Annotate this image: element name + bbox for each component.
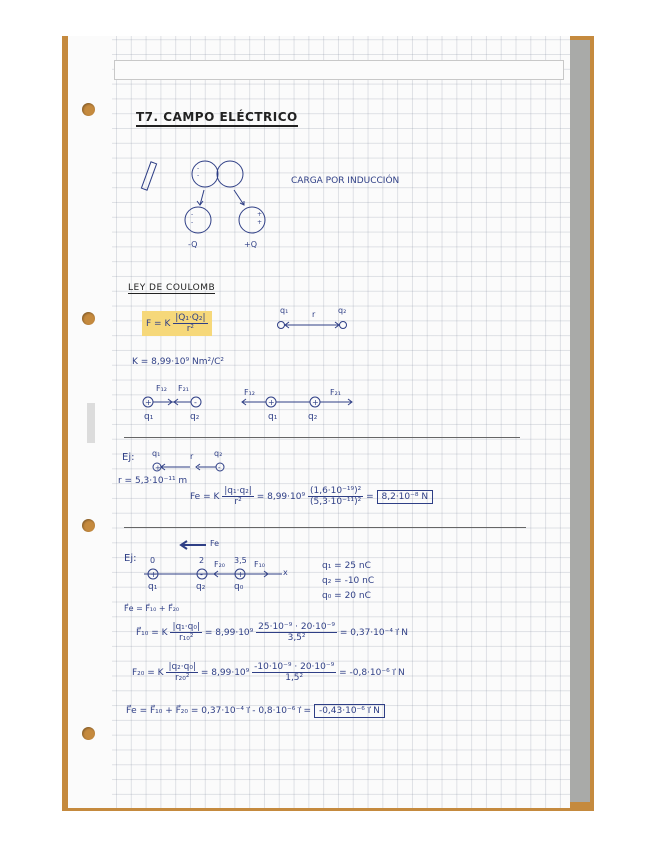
q0-label: q₀ (234, 582, 244, 592)
watermark-strip (87, 403, 95, 443)
charges-distance-diagram (276, 318, 350, 332)
coulomb-formula (142, 311, 212, 336)
divider (124, 437, 520, 438)
header-box (114, 60, 564, 80)
force-12-label: F₁₂ (244, 388, 256, 397)
final-result-box: -0,43·10⁻⁶ i⃗ N (314, 704, 385, 718)
page-title: T7. CAMPO ELÉCTRICO (136, 110, 298, 127)
positive-charge-label: +Q (244, 240, 257, 249)
punch-hole (82, 519, 95, 532)
eq-numerator: |q₂·q₀| (168, 662, 197, 672)
eq-lhs: F⃗₁₀ = K (136, 628, 168, 638)
q2-label: q₂ (308, 412, 318, 422)
q2-label: q₂ (338, 306, 347, 315)
x-axis-label: x (283, 568, 288, 577)
q1-label: q₁ (148, 582, 158, 592)
q2-label: q₂ (214, 449, 223, 458)
f20-label: F₂₀ (214, 560, 226, 569)
formula-denominator: r² (186, 324, 195, 334)
svg-text:-: - (197, 172, 200, 179)
eq-numerator-values: 25·10⁻⁹ · 20·10⁻⁹ (258, 622, 335, 632)
q1-value: q₁ = 25 nC (322, 561, 371, 571)
eq-denominator: r₁₀² (178, 633, 194, 643)
result-box: 8,2·10⁻⁸ N (377, 490, 434, 504)
final-lhs: F⃗e = F⃗₁₀ + F⃗₂₀ = 0,37·10⁻⁴ i⃗ - 0,8·10⁻⁶ i⃗ = (126, 706, 312, 716)
eq-numerator: |q₁·q₀| (172, 622, 201, 632)
r-label: r (190, 452, 194, 461)
force-12-label: F₁₂ (156, 384, 168, 393)
negative-charge-label: -Q (188, 240, 198, 249)
svg-text:-: - (200, 570, 203, 579)
svg-text:+: + (257, 211, 263, 218)
svg-text:-: - (191, 219, 194, 226)
divider (124, 527, 526, 528)
eq-lhs: Fe = K (190, 492, 220, 502)
f10-label: F₁₀ (254, 560, 266, 569)
eq-result: = -0,8·10⁻⁶ i⃗ N (339, 668, 405, 678)
coulomb-constant: K = 8,99·10⁹ Nm²/C² (132, 357, 225, 367)
q1-label: q₁ (144, 412, 154, 422)
r-label: r (312, 310, 316, 319)
axis-origin-label: 0 (150, 556, 156, 565)
fe-label: Fe (210, 539, 220, 548)
force-21-label: F₂₁ (330, 388, 342, 397)
svg-text:+: + (257, 219, 263, 226)
svg-text:+: + (268, 398, 275, 407)
eq-result: = 0,37·10⁻⁴ i⃗ N (339, 628, 408, 638)
example1-diagram (150, 460, 230, 474)
eq-lhs: F₂₀ = K (132, 668, 164, 678)
example1-equation: Fe = K $\frac{\text{|q₁·q₂|}}{\text{r²}}$ = 8,99·10⁹ $\frac{\text{(1,6·10⁻¹⁹)²}}{\text{(5,3·10⁻¹¹)²}}$ = 8,2·10⁻⁸ N (190, 486, 433, 507)
eq-numerator: |q₁·q₂| (224, 486, 252, 496)
svg-text:+: + (150, 570, 157, 579)
punch-hole (82, 727, 95, 740)
induction-label: CARGA POR INDUCCIÓN (291, 176, 400, 186)
eq-denominator: r² (234, 497, 242, 507)
example-label: Ej: (124, 553, 137, 564)
eq-numerator-values: (1,6·10⁻¹⁹)² (309, 486, 362, 496)
f20-equation (132, 662, 405, 683)
svg-text:-: - (197, 165, 200, 172)
svg-text:-: - (218, 464, 221, 472)
force-sum: F⃗e = F⃗₁₀ + F⃗₂₀ (124, 604, 180, 613)
svg-text:+: + (237, 570, 244, 579)
induction-diagram (140, 150, 290, 260)
svg-text:-: - (194, 398, 197, 407)
eq-denominator: r₂₀² (174, 673, 190, 683)
punch-hole (82, 312, 95, 325)
formula-lhs: F = K (146, 319, 171, 329)
f10-equation (136, 622, 408, 643)
axis-2-label: 2 (199, 556, 205, 565)
eq-constant: = 8,99·10⁹ (204, 628, 254, 638)
q1-label: q₁ (268, 412, 278, 422)
eq-constant: = 8,99·10⁹ (200, 668, 250, 678)
formula-numerator: |Q₁·Q₂| (175, 313, 206, 323)
q1-label: q₁ (280, 306, 289, 315)
svg-text:+: + (312, 398, 319, 407)
fe-arrow (178, 540, 208, 550)
eq-denominator-values: 1,5² (285, 673, 304, 683)
backing-sheet-edge (570, 40, 590, 802)
section-heading: LEY DE COULOMB (128, 283, 216, 293)
force-21-label: F₂₁ (178, 384, 190, 393)
distance-value: r = 5,3·10⁻¹¹ m (118, 476, 188, 486)
example-label: Ej: (122, 452, 135, 463)
punch-hole (82, 103, 95, 116)
svg-text:+: + (145, 398, 152, 407)
eq-denominator-values: 3,5² (287, 633, 306, 643)
axis-35-label: 3,5 (234, 556, 247, 565)
final-equation (126, 706, 385, 716)
svg-text:-: - (191, 211, 194, 218)
q0-value: q₀ = 20 nC (322, 591, 371, 601)
q2-label: q₂ (190, 412, 200, 422)
svg-text:+: + (155, 464, 161, 472)
q2-label: q₂ (196, 582, 206, 592)
eq-numerator-values: -10·10⁻⁹ · 20·10⁻⁹ (254, 662, 335, 672)
q2-value: q₂ = -10 nC (322, 576, 375, 586)
q1-label: q₁ (152, 449, 161, 458)
eq-constant: = 8,99·10⁹ (256, 492, 306, 502)
eq-denominator-values: (5,3·10⁻¹¹)² (309, 497, 362, 507)
